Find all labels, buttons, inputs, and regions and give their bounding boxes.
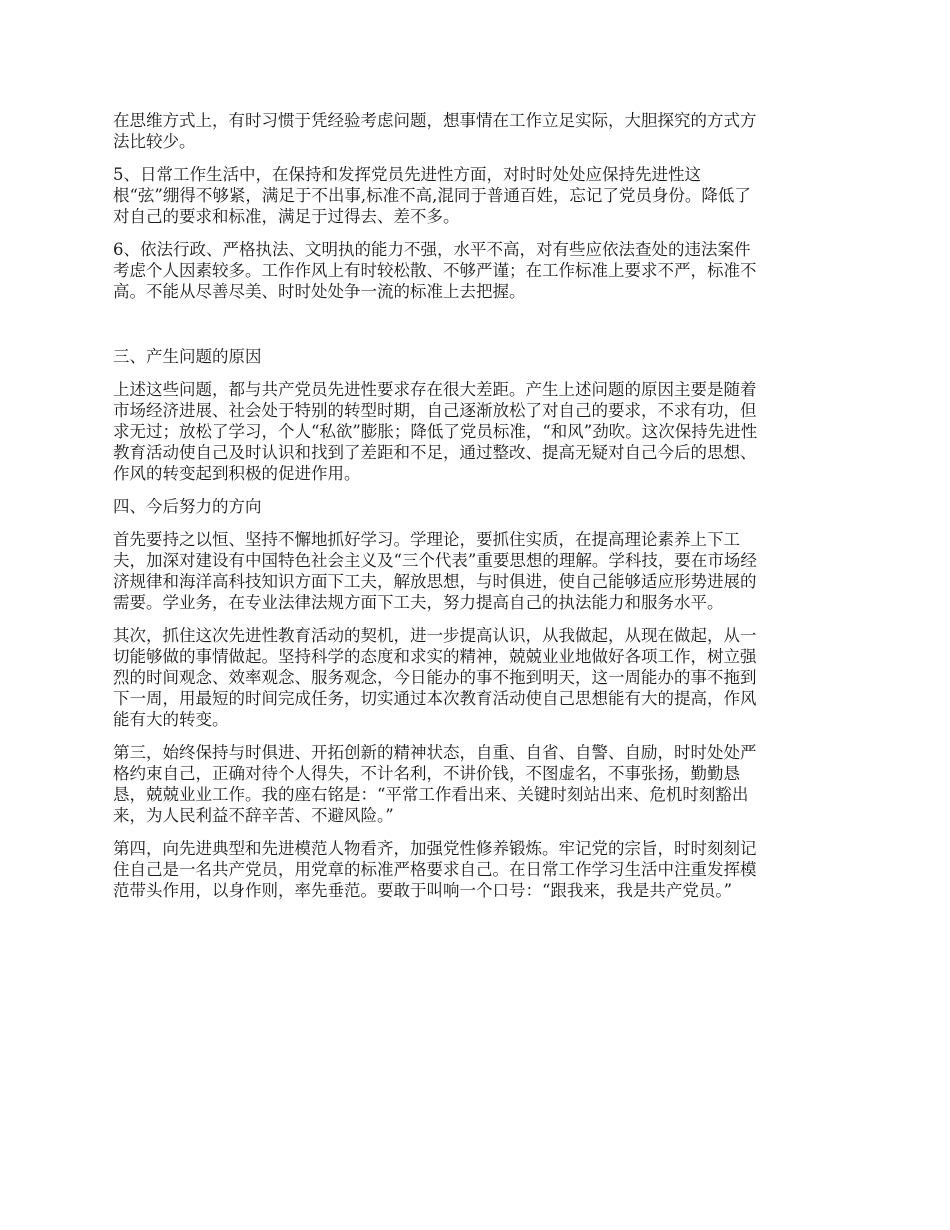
paragraph-thinking-method: 在思维方式上，有时习惯于凭经验考虑问题，想事情在工作立足实际，大胆探究的方式方 法比较少。 <box>113 111 757 151</box>
section-heading-causes: 三、产生问题的原因 <box>113 347 262 366</box>
paragraph-causes: 上述这些问题，都与共产党员先进性要求存在很大差距。产生上述问题的原因主要是随着 市场经济进展、社会处于特别的转型时期，自己逐渐放松了对自己的要求，不求有功，但 求无过；放松了学习，个人“私欲”膨胀；降低了党员标准，“和风”劲吹。这次保持先进性 教育活动使自己及时认识和找到了差距和不足，通过整改、提高无疑对自己今后的思想、 作风的转变起到积极的促进作用。 <box>113 380 758 483</box>
paragraph-item-5: 5、日常工作生活中，在保持和发挥党员先进性方面，对时时处处应保持先进性这 根“弦”绷得不够紧，满足于不出事,标准不高,混同于普通百姓，忘记了党员身份。降低了 对自己的要求和标准，满足于过得去、差不多。 <box>113 165 751 226</box>
paragraph-first: 首先要持之以恒、坚持不懈地抓好学习。学理论，要抓住实质，在提高理论素养上下工 夫，加深对建设有中国特色社会主义及“三个代表”重要思想的理解。学科技，要在市场经 济规律和海洋高科技知识方面下工夫，解放思想，与时俱进，使自己能够适应形势进展的 需要。学业务，在专业法律法规方面下工夫，努力提高自己的执法能力和服务水平。 <box>113 530 757 612</box>
paragraph-item-6: 6、依法行政、严格执法、文明执的能力不强，水平不高，对有些应依法查处的违法案件 考虑个人因素较多。工作作风上有时较松散、不够严谨；在工作标准上要求不严，标准不 高。不能从尽善尽美、时时处处争一流的标准上去把握。 <box>113 240 757 301</box>
paragraph-third: 第三，始终保持与时俱进、开拓创新的精神状态，自重、自省、自警、自励，时时处处严 格约束自己，正确对待个人得失，不计名利，不讲价钱，不图虚名，不事张扬，勤勤恳 恳，兢兢业业工作。我的座右铭是：“平常工作看出来、关键时刻站出来、危机时刻豁出 来，为人民利益不辞辛苦、不避风险。” <box>113 743 757 825</box>
document-body <box>113 110 839 913</box>
section-heading-future-direction: 四、今后努力的方向 <box>113 497 262 516</box>
paragraph-second: 其次，抓住这次先进性教育活动的契机，进一步提高认识，从我做起，从现在做起，从一 切能够做的事情做起。坚持科学的态度和求实的精神，兢兢业业地做好各项工作，树立强 烈的时间观念、效率观念、服务观念，今日能办的事不拖到明天，这一周能办的事不拖到 下一周，用最短的时间完成任务，切实通过本次教育活动使自己思想能有大的提高，作风 能有大的转变。 <box>113 626 757 729</box>
section-spacer <box>113 314 839 346</box>
paragraph-fourth: 第四，向先进典型和先进模范人物看齐，加强党性修养锻炼。牢记党的宗旨，时时刻刻记 住自己是一名共产党员，用党章的标准严格要求自己。在日常工作学习生活中注重发挥模 范带头作用，以身作则，率先垂范。要敢于叫响一个口号：“跟我来，我是共产党员。” <box>113 839 757 900</box>
